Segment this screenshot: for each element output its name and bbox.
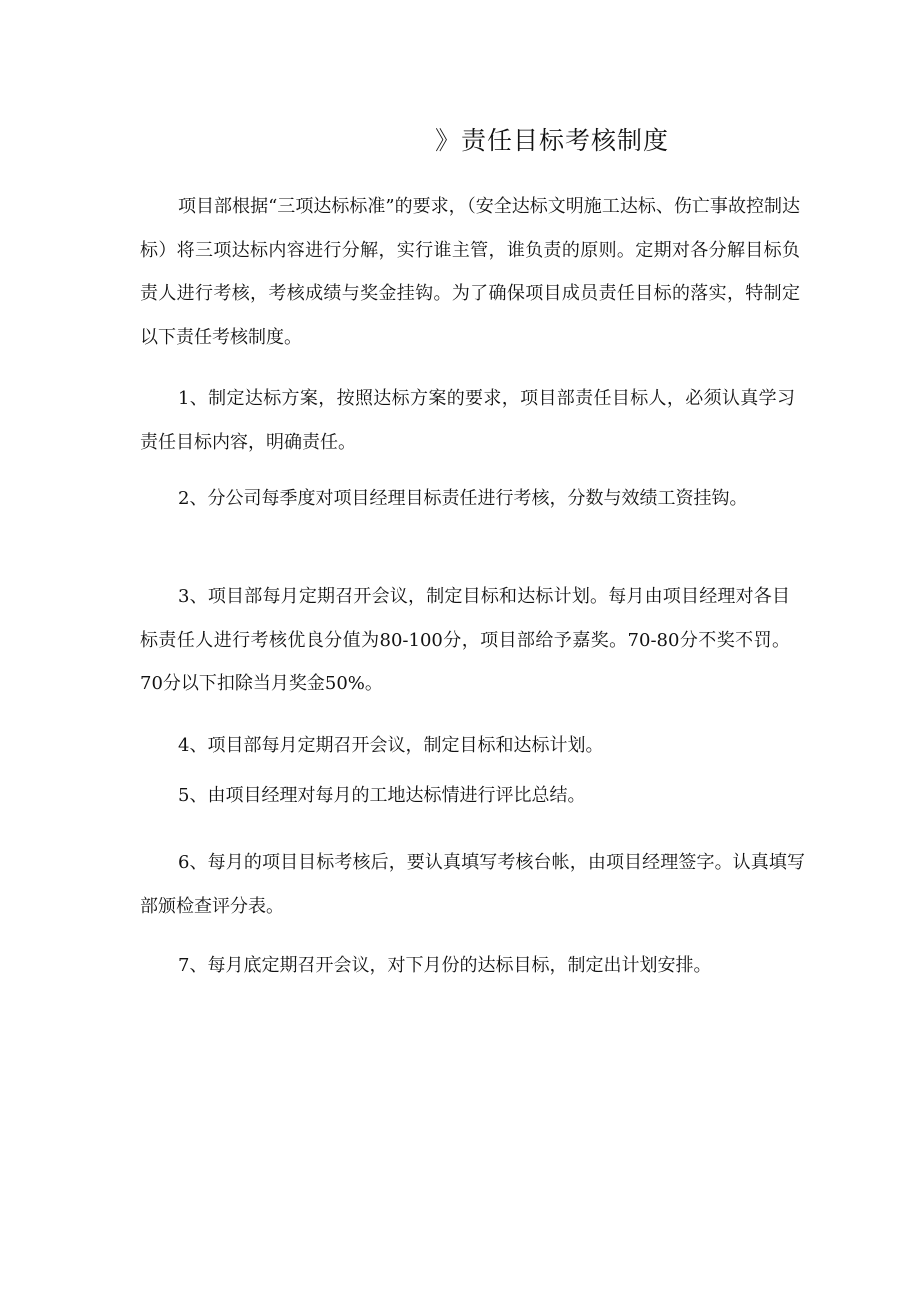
list-item: 7、每月底定期召开会议，对下月份的达标目标，制定出计划安排。 [178,955,712,976]
list-item: 4、项目部每月定期召开会议，制定目标和达标计划。 [178,735,604,756]
intro-paragraph: 项目部根据“三项达标标准”的要求，（安全达标文明施工达标、伤亡事故控制达标）将三项达标内容进行分解，实行谁主管，谁负责的原则。定期对各分解目标负责人进行考核，考核成绩与奖金挂钩。为了确保项目成员责任目标的落实，特制定以下责任考核制度。 [140,196,800,348]
list-item: 6、每月的项目目标考核后，要认真填写考核台帐，由项目经理签字。认真填写部颁检查评分表。 [140,852,805,917]
document-title: 》责任目标考核制度 [435,126,670,155]
list-item: 3、项目部每月定期召开会议，制定目标和达标计划。每月由项目经理对各目标责任人进行考核优良分值为80-100分，项目部给予嘉奖。70-80分不奖不罚。70分以下扣除当月奖金50%。 [140,586,790,695]
list-item: 5、由项目经理对每月的工地达标情进行评比总结。 [178,785,586,806]
list-item: 2、分公司每季度对项目经理目标责任进行考核，分数与效绩工资挂钩。 [178,488,748,509]
list-item: 1、制定达标方案，按照达标方案的要求，项目部责任目标人，必须认真学习责任目标内容，明确责任。 [140,388,795,453]
